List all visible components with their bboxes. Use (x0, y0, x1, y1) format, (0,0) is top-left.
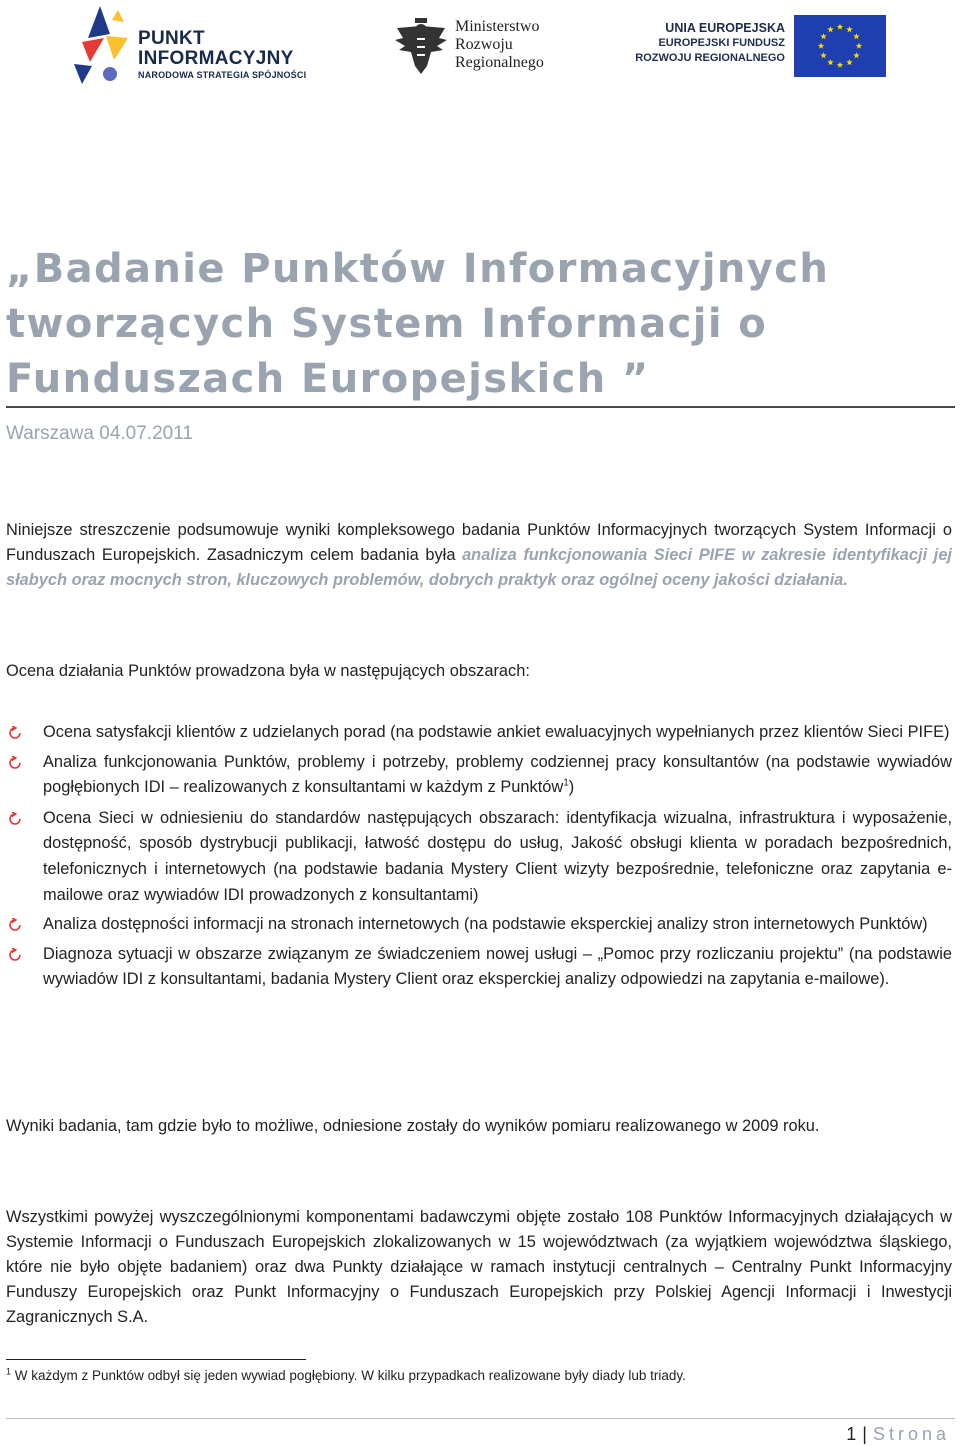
ministerstwo-logo-line2: Rozwoju (455, 36, 513, 53)
page-label: Strona (872, 1424, 950, 1444)
intro-paragraph (6, 518, 952, 593)
list-item-text: Ocena Sieci w odniesieniu do standardów następujących obszarach: identyfikacja wizualna, infrastruktura i wyposażenie, dostępność, sposób dystrybucji publikacji, łatwość dostępu do usług, Jakość obsługi klienta w poradach bezpośrednich, telefonicznych i internetowych (na podstawie badania Mystery Client wizyty bezpośrednie, telefoniczne oraz zapytania e-mailowe oraz wywiadów IDI prowadzonych z konsultantami) (43, 808, 952, 904)
eu-flag-icon (794, 15, 886, 77)
list-item (0, 806, 952, 908)
circular-arrow-bullet-icon (8, 948, 22, 962)
punkt-informacyjny-logo-tagline: NARODOWA STRATEGIA SPÓJNOŚCI (138, 70, 307, 80)
unia-europejska-logo-line3: ROZWOJU REGIONALNEGO (635, 52, 785, 64)
footer-separator: | (862, 1424, 867, 1444)
unia-europejska-logo (627, 15, 889, 79)
research-areas-list (0, 720, 960, 997)
list-item-text: Ocena satysfakcji klientów z udzielanych porad (na podstawie ankiet ewaluacyjnych wypełnianych przez klientów Sieci PIFE) (43, 723, 950, 741)
ministerstwo-logo (393, 16, 563, 80)
circular-arrow-bullet-icon (8, 812, 22, 826)
footnote-marker: 1 (6, 1366, 12, 1377)
polish-eagle-emblem-icon (393, 16, 449, 78)
footnote-reference[interactable]: 1 (563, 777, 569, 789)
page-footer (846, 1424, 950, 1445)
list-item-text: Analiza funkcjonowania Punktów, problemy i potrzeby, problemy codziennej pracy konsultantów (na podstawie wywiadów pogłębionych IDI – realizowanych z konsultantami w każdym z Punktów (43, 752, 952, 797)
punkt-informacyjny-logo-line1: PUNKT (138, 28, 205, 49)
footnote (6, 1368, 686, 1383)
scope-paragraph: Wszystkimi powyżej wyszczególnionymi komponentami badawczymi objęte zostało 108 Punktów Informacyjnych działających w Systemie Informacji o Funduszach Europejskich zlokalizowanych w 15 województwach (za wyjątkiem województwa śląskiego, które nie było objęte badaniem) oraz dwa Punkty działające w ramach instytucji centralnych – Centralny Punkt Informacyjny Funduszy Europejskich oraz Punkt Informacyjny o Funduszach Europejskich przy Polskiej Agencji Informacji i Inwestycji Zagranicznych S.A. (6, 1208, 952, 1326)
areas-intro: Ocena działania Punktów prowadzona była w następujących obszarach: (6, 662, 530, 680)
results-paragraph: Wyniki badania, tam gdzie było to możliwe, odniesione zostały do wyników pomiaru realizowanego w 2009 roku. (6, 1117, 820, 1135)
document-date: Warszawa 04.07.2011 (6, 423, 193, 444)
unia-europejska-logo-line1: UNIA EUROPEJSKA (665, 21, 785, 35)
document-title: „Badanie Punktów Informacyjnych tworzących System Informacji o Funduszach Europejskich ” (6, 246, 830, 402)
punkt-informacyjny-logo-line2: INFORMACYJNY (138, 48, 294, 69)
list-item (0, 912, 952, 938)
footnote-text: W każdym z Punktów odbył się jeden wywiad pogłębiony. W kilku przypadkach realizowane były diady lub triady. (14, 1368, 686, 1383)
punkt-informacyjny-emblem-icon (70, 4, 136, 86)
intro-emphasis: analiza funkcjonowania Sieci PIFE w zakresie identyfikacji jej słabych oraz mocnych stron, kluczowych problemów, dobrych praktyk oraz ogólnej oceny jakości działania. (6, 546, 952, 589)
ministerstwo-logo-line3: Regionalnego (455, 54, 544, 71)
footnote-divider (6, 1359, 306, 1360)
unia-europejska-logo-line2: EUROPEJSKI FUNDUSZ (658, 37, 785, 49)
circular-arrow-bullet-icon (8, 756, 22, 770)
circular-arrow-bullet-icon (8, 726, 22, 740)
ministerstwo-logo-line1: Ministerstwo (455, 18, 540, 35)
list-item (0, 750, 952, 801)
circular-arrow-bullet-icon (8, 918, 22, 932)
ministerstwo-logo-text (455, 18, 544, 72)
page-number: 1 (846, 1424, 857, 1444)
title-divider (6, 406, 955, 408)
unia-europejska-logo-text (627, 21, 785, 66)
list-item (0, 942, 952, 993)
list-item (0, 720, 952, 746)
footer-divider (6, 1418, 955, 1419)
list-item-text-after: ) (568, 778, 575, 797)
list-item-text: Analiza dostępności informacji na stronach internetowych (na podstawie eksperckiej analizy stron internetowych Punktów) (43, 915, 928, 934)
intro-text: Niniejsze streszczenie podsumowuje wyniki kompleksowego badania Punktów Informacyjnych tworzących System Informacji o Funduszach Europejskich. Zasadniczym celem badania była (6, 521, 952, 564)
punkt-informacyjny-logo (70, 4, 320, 86)
list-item-text: Diagnoza sytuacji w obszarze związanym ze świadczeniem nowej usługi – „Pomoc przy rozliczaniu projektu” (na podstawie wywiadów IDI z konsultantami, badania Mystery Client oraz eksperckiej analizy odpowiedzi na zapytania e-mailowe). (43, 944, 952, 989)
